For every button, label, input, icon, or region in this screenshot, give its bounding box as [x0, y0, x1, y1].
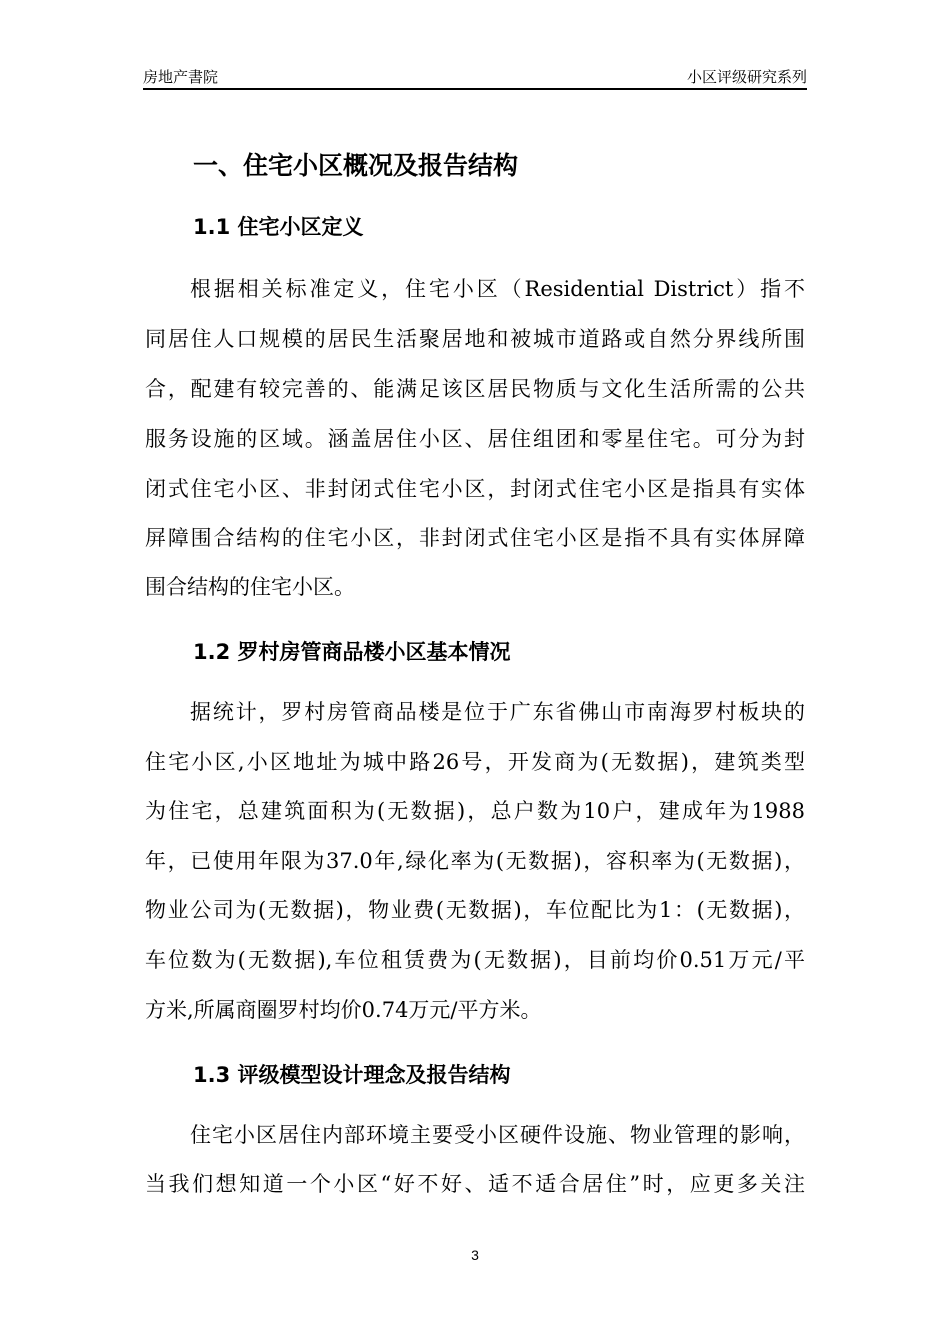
paragraph-line: 围合结构的住宅小区。	[145, 575, 355, 599]
header-rule	[143, 88, 807, 90]
paragraph-line: 据统计，罗村房管商品楼是位于广东省佛山市南海罗村板块的	[190, 700, 805, 724]
paragraph-line: 同居住人口规模的居民生活聚居地和被城市道路或自然分界线所围	[145, 327, 805, 351]
paragraph-line: 闭式住宅小区、非封闭式住宅小区，封闭式住宅小区是指具有实体	[145, 477, 805, 501]
heading-1-2: 1.2 罗村房管商品楼小区基本情况	[193, 640, 511, 664]
paragraph-line: 年，已使用年限为37.0年,绿化率为(无数据)，容积率为(无数据)，	[145, 849, 805, 873]
paragraph-line: 车位数为(无数据),车位租赁费为(无数据)，目前均价0.51万元/平	[145, 948, 805, 972]
paragraph-line: 服务设施的区域。涵盖居住小区、居住组团和零星住宅。可分为封	[145, 427, 805, 451]
section-title: 一、住宅小区概况及报告结构	[193, 151, 519, 180]
paragraph-line: 合，配建有较完善的、能满足该区居民物质与文化生活所需的公共	[145, 377, 805, 401]
page-number: 3	[471, 1247, 479, 1263]
paragraph-line: 为住宅，总建筑面积为(无数据)，总户数为10户，建成年为1988	[145, 799, 805, 823]
paragraph-line: 当我们想知道一个小区“好不好、适不适合居住”时，应更多关注	[145, 1172, 805, 1196]
paragraph-line: 住宅小区,小区地址为城中路26号，开发商为(无数据)，建筑类型	[145, 750, 805, 774]
heading-1-3: 1.3 评级模型设计理念及报告结构	[193, 1063, 511, 1087]
paragraph-line: 根据相关标准定义，住宅小区（Residential District）指不	[190, 277, 805, 301]
header-left-brand: 房地产書院	[143, 69, 219, 86]
paragraph-line: 方米,所属商圈罗村均价0.74万元/平方米。	[145, 998, 542, 1022]
paragraph-line: 屏障围合结构的住宅小区，非封闭式住宅小区是指不具有实体屏障	[145, 526, 805, 550]
header-right-series: 小区评级研究系列	[686, 69, 807, 86]
paragraph-line: 物业公司为(无数据)，物业费(无数据)，车位配比为1：(无数据)，	[145, 898, 805, 922]
heading-1-1: 1.1 住宅小区定义	[193, 215, 364, 239]
paragraph-line: 住宅小区居住内部环境主要受小区硬件设施、物业管理的影响，	[190, 1123, 805, 1147]
